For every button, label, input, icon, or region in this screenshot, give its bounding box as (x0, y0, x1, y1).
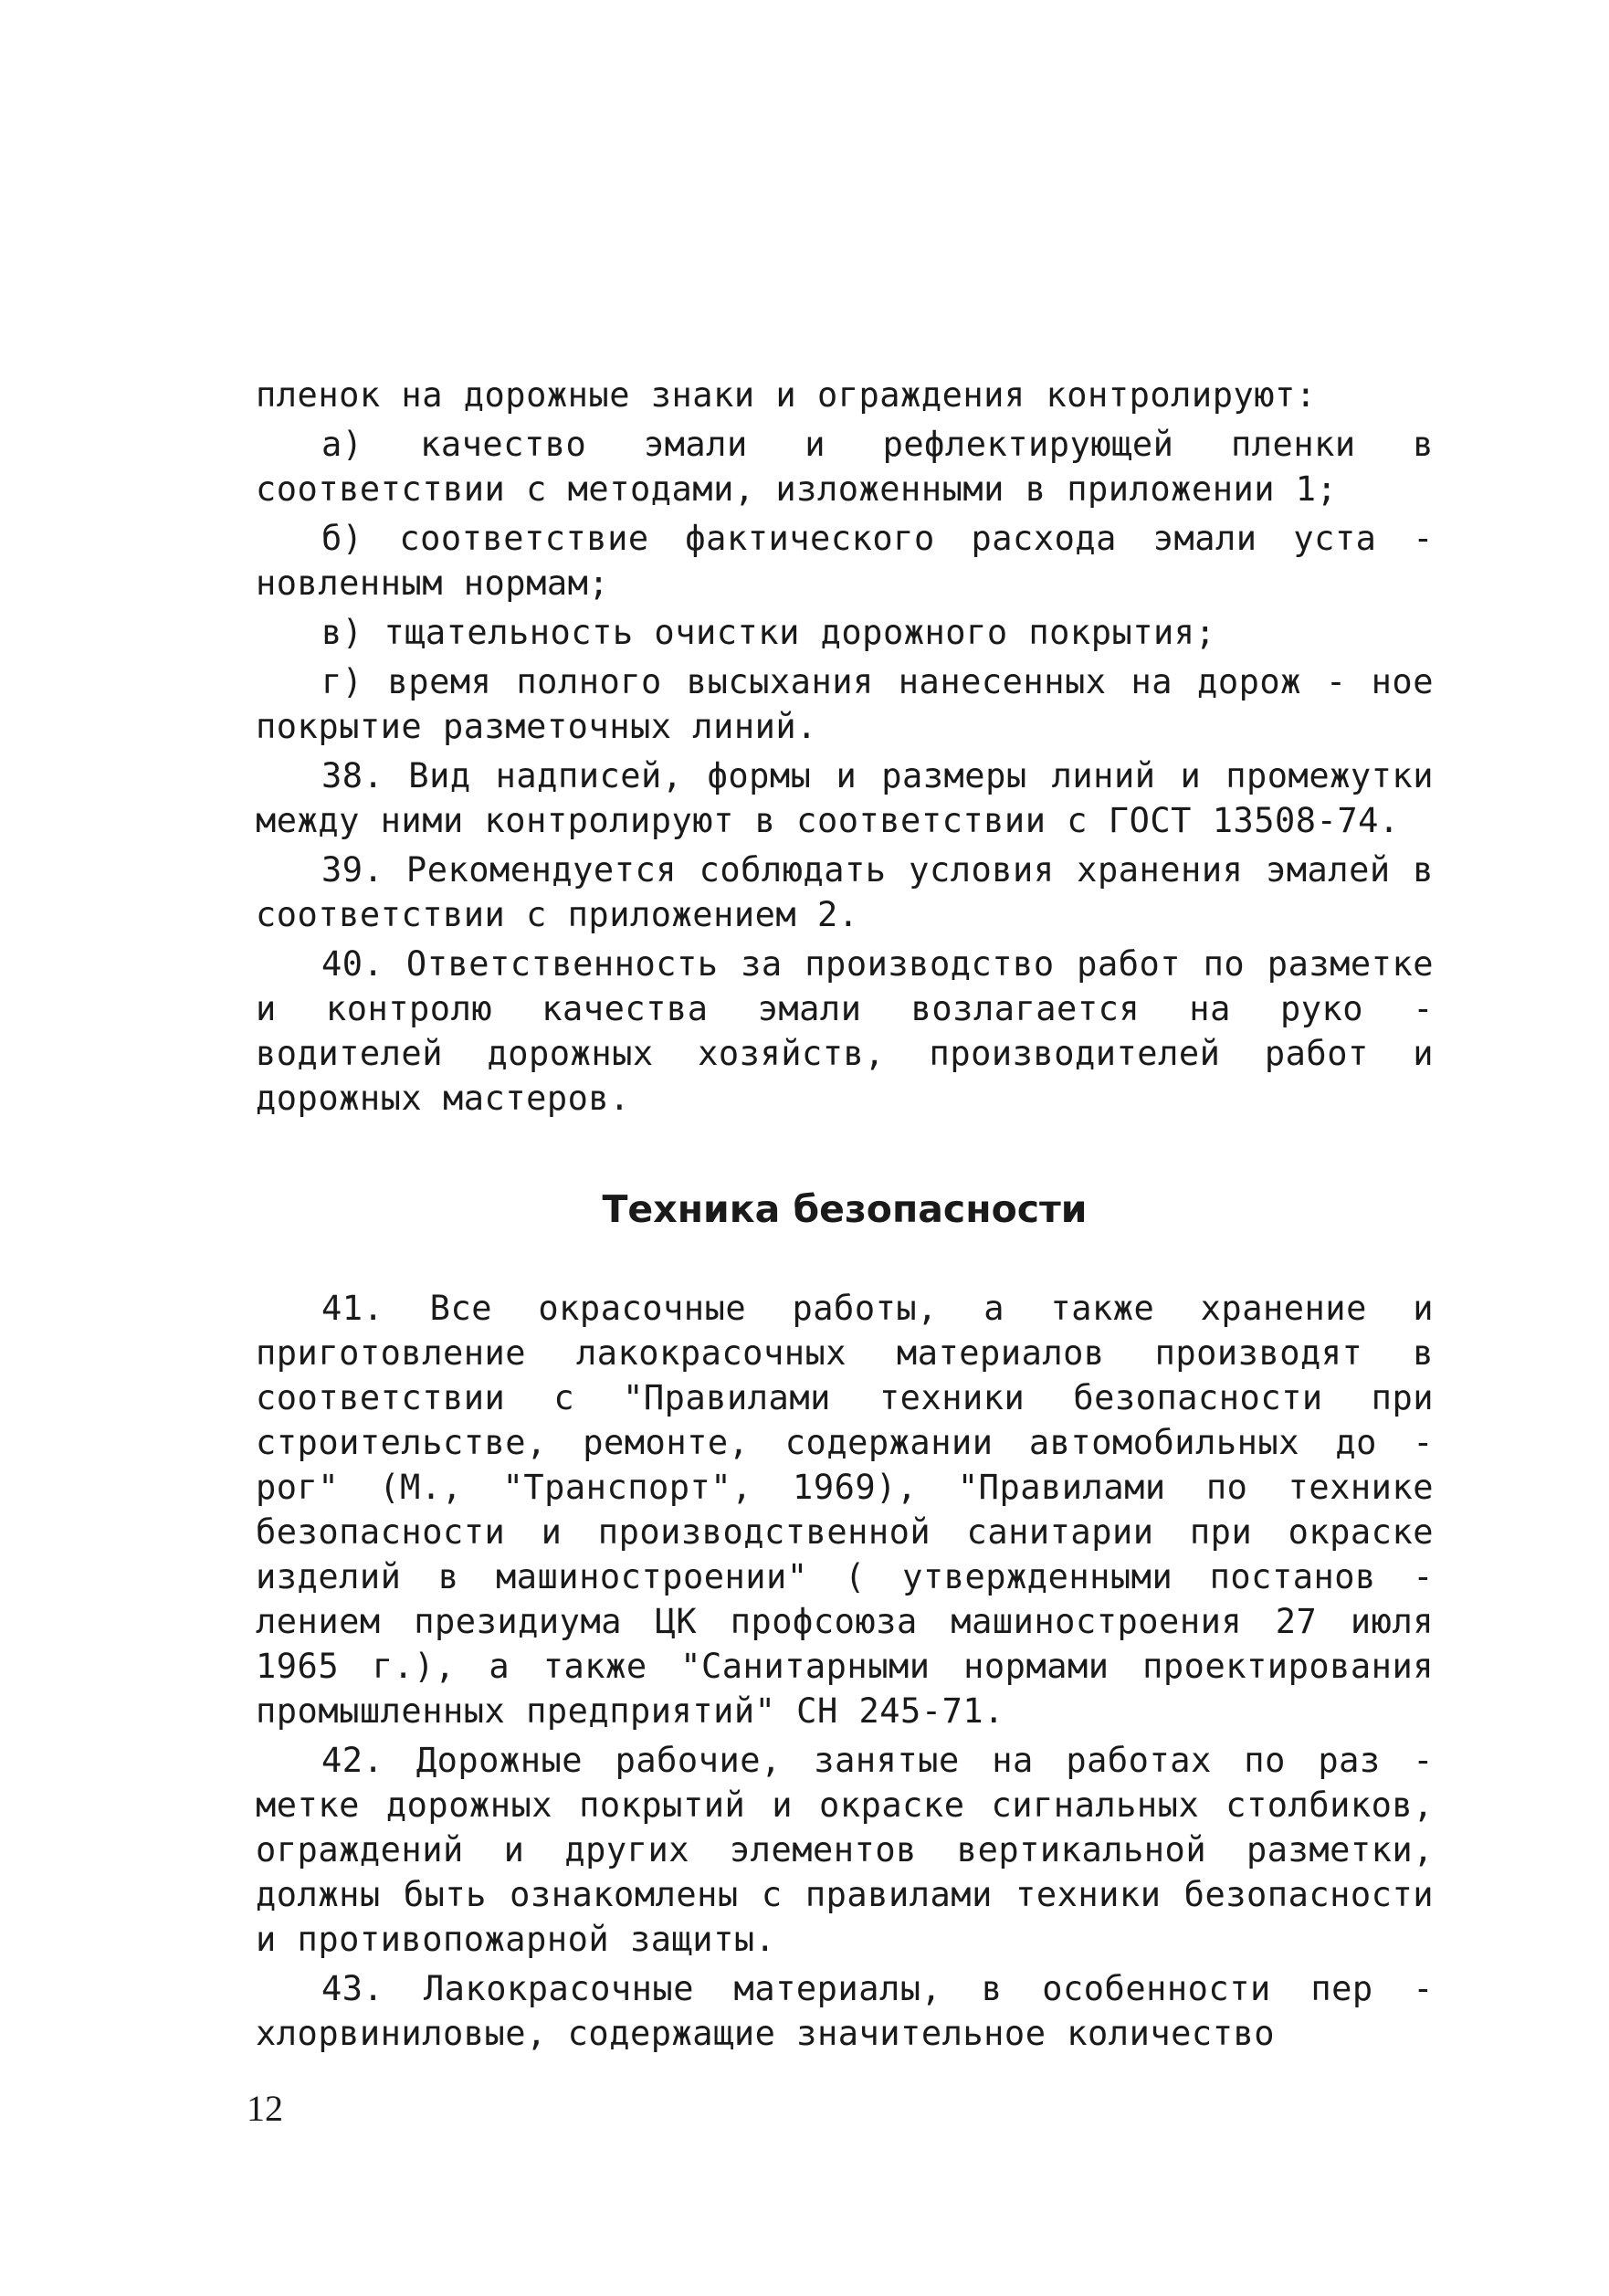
paragraph-42: 42. Дорожные рабочие, занятые на работах по раз - метке дорожных покрытий и окраске сигнальных столбиков, ограждений и других элементов вертикальной разметки, должны быть ознакомлены с правилами техники безопасности и противопожарной защиты. (256, 1741, 1434, 1959)
paragraph-40: 40. Ответственность за производство работ по разметке и контролю качества эмали возлагается на руко - водителей дорожных хозяйств, производителей работ и дорожных мастеров. (256, 944, 1434, 1118)
paragraph-intro: пленок на дорожные знаки и ограждения контролируют: (256, 375, 1317, 415)
item-b: б) соответствие фактического расхода эмали уста - новленным нормам; (256, 519, 1434, 603)
safety-section (256, 1286, 1434, 2060)
paragraph-38: 38. Вид надписей, формы и размеры линий и промежутки между ними контролируют в соответствии с ГОСТ 13508-74. (256, 756, 1434, 840)
paragraph-41: 41. Все окрасочные работы, а также хранение и приготовление лакокрасочных материалов производят в соответствии с "Правилами техники безопасности при строительстве, ремонте, содержании автомобильных до - рог" (М., "Транспорт", 1969), "Правилами по технике безопасности и производственной санитарии при окраске изделий в машиностроении" ( утвержденными постанов - лением президиума ЦК профсоюза машиностроения 27 июля 1965 г.), а также "Санитарными нормами проектирования промышленных предприятий" СН 245-71. (256, 1289, 1434, 1731)
paragraph-39: 39. Рекомендуется соблюдать условия хранения эмалей в соответствии с приложением 2. (256, 850, 1434, 934)
item-g: г) время полного высыхания нанесенных на дорож - ное покрытие разметочных линий. (256, 662, 1434, 746)
item-v: в) тщательность очистки дорожного покрытия; (321, 613, 1216, 652)
paragraph-43: 43. Лакокрасочные материалы, в особенности пер - хлорвиниловые, содержащие значительное количество (256, 1969, 1434, 2053)
item-a: а) качество эмали и рефлектирующей пленки в соответствии с методами, изложенными в приложении 1; (256, 425, 1434, 509)
control-section (256, 373, 1434, 1125)
section-heading: Техника безопасности (602, 1187, 1088, 1231)
page-number: 12 (247, 2088, 283, 2129)
